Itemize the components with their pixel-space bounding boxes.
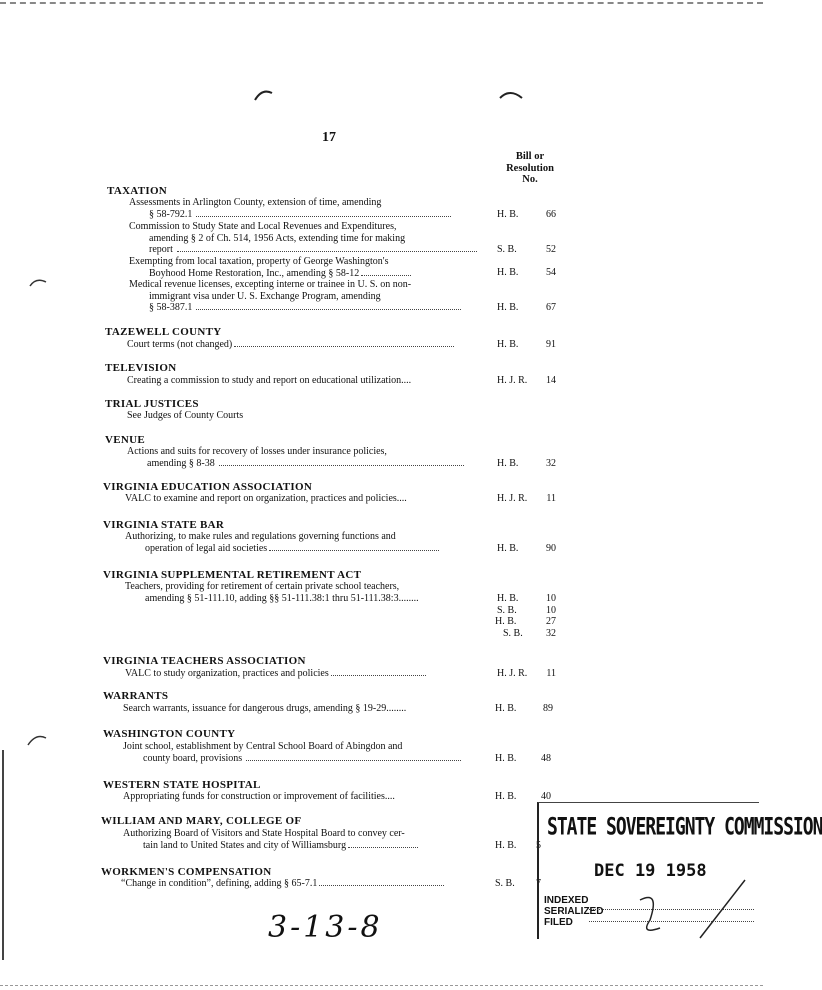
bill-type: H. B. (497, 339, 519, 350)
index-entry (129, 197, 489, 220)
entry-text-cont: § 58-387.1 (129, 302, 489, 314)
bill-number: 90 (546, 543, 556, 554)
bill-number: 67 (546, 302, 556, 313)
handwritten-note: 3-13-8 (268, 910, 383, 945)
entry-text: VALC to study organization, practices and policies (125, 668, 329, 679)
stamp-filed: FILED (544, 917, 573, 928)
section-heading: WILLIAM AND MARY, COLLEGE OF (101, 815, 302, 827)
bill-type: H. B. (495, 753, 517, 764)
bill-type: H. B. (497, 267, 519, 278)
index-entry (129, 221, 489, 256)
column-header-line: Bill or (515, 151, 545, 162)
index-entry: VALC to examine and report on organization, practices and policies.... (125, 493, 407, 504)
entry-text-cont: Boyhood Home Restoration, Inc., amending § 58-12 (129, 268, 489, 280)
entry-text-cont: report (129, 244, 489, 256)
bill-type: H. B. (497, 302, 519, 313)
bill-type: H. B. (495, 840, 517, 851)
bill-type: H. J. R. (497, 668, 528, 679)
entry-text-cont: amending § 2 of Ch. 514, 1956 Acts, extending time for making (149, 232, 406, 244)
entry-text: Authorizing Board of Visitors and State Hospital Board to convey cer- (123, 828, 405, 839)
section-heading: TELEVISION (105, 362, 177, 374)
stamp-line (589, 921, 754, 922)
entry-text-cont: county board, provisions (123, 753, 488, 765)
bill-number: 11 (546, 668, 556, 679)
entry-text-cont: operation of legal aid societies (125, 543, 489, 555)
entry-text: Teachers, providing for retirement of certain private school teachers, (125, 581, 400, 592)
entry-text: Actions and suits for recovery of losses under insurance policies, (127, 446, 387, 457)
index-entry: Creating a commission to study and report on educational utilization.... (127, 375, 412, 386)
bill-number: 40 (541, 791, 551, 802)
entry-text: Authorizing, to make rules and regulations governing functions and (125, 531, 396, 542)
bill-type: H. J. R. (497, 375, 528, 386)
section-heading: WASHINGTON COUNTY (103, 728, 236, 740)
section-heading: WORKMEN'S COMPENSATION (101, 866, 272, 878)
index-entry: Search warrants, issuance for dangerous drugs, amending § 19-29........ (123, 703, 407, 714)
hole-mark (500, 93, 522, 98)
stamp-date: DEC 19 1958 (594, 861, 707, 881)
entry-text: “Change in condition”, defining, adding § 65-7.1 (121, 878, 318, 889)
entry-text: Assessments in Arlington County, extension of time, amending (129, 197, 382, 208)
hole-mark (255, 92, 272, 100)
section-heading: VIRGINIA EDUCATION ASSOCIATION (103, 481, 313, 493)
index-entry (125, 668, 489, 680)
entry-text-cont: amending § 51-111.10, adding §§ 51-111.38:1 thru 51-111.38:3........ (145, 592, 419, 604)
section-heading: TRIAL JUSTICES (105, 398, 199, 410)
column-header (497, 151, 563, 186)
entry-text-cont: tain land to United States and city of Williamsburg (123, 840, 489, 852)
bill-number: 11 (546, 493, 556, 504)
entry-text: Medical revenue licenses, excepting interne or trainee in U. S. on non- (129, 279, 412, 290)
entry-text-cont: amending § 8-38 (127, 458, 489, 470)
index-entry: See Judges of County Courts (127, 410, 244, 421)
bill-type: H. B. (495, 791, 517, 802)
index-entry (123, 828, 489, 851)
stamp-title: STATE SOVEREIGNTY COMMISSION (547, 813, 822, 842)
index-entry (127, 339, 489, 351)
bill-number: 5 (536, 840, 541, 851)
bill-number: 10 (546, 605, 556, 616)
column-header-line: Resolution (506, 162, 554, 174)
entry-text: Joint school, establishment by Central School Board of Abingdon and (123, 741, 403, 752)
section-heading: TAXATION (107, 185, 168, 197)
entry-text: Court terms (not changed) (127, 339, 233, 350)
bill-type: H. B. (497, 209, 519, 220)
bill-number: 54 (546, 267, 556, 278)
section-heading: TAZEWELL COUNTY (105, 326, 222, 338)
margin-mark (30, 280, 46, 286)
index-entry (127, 446, 489, 469)
bill-type: S. B. (503, 628, 523, 639)
section-heading: VIRGINIA TEACHERS ASSOCIATION (103, 655, 306, 667)
bill-type: H. B. (495, 616, 517, 627)
entry-text-cont: immigrant visa under U. S. Exchange Program, amending (149, 290, 381, 302)
entry-text: Commission to Study State and Local Revenues and Expenditures, (129, 221, 397, 232)
index-entry (121, 878, 489, 890)
bill-type: H. J. R. (497, 493, 528, 504)
index-entry (129, 279, 489, 314)
received-stamp (537, 802, 822, 939)
bill-number: 32 (546, 628, 556, 639)
index-entry (125, 531, 489, 554)
section-heading: WARRANTS (103, 690, 169, 702)
bill-number: 91 (546, 339, 556, 350)
bill-type: S. B. (497, 605, 517, 616)
index-entry (129, 256, 489, 279)
column-header-line: No. (522, 174, 538, 185)
bill-type: H. B. (497, 458, 519, 469)
bill-number: 52 (546, 244, 556, 255)
section-heading: VENUE (105, 434, 146, 446)
bill-number: 7 (536, 878, 541, 889)
bill-type: H. B. (497, 593, 519, 604)
page-number: 17 (322, 130, 336, 145)
bill-number: 10 (546, 593, 556, 604)
bill-type: S. B. (497, 244, 517, 255)
index-entry (123, 741, 488, 764)
bill-number: 89 (543, 703, 553, 714)
bill-number: 27 (546, 616, 556, 627)
section-heading: WESTERN STATE HOSPITAL (103, 779, 261, 791)
bill-type: H. B. (495, 703, 517, 714)
bill-type: S. B. (495, 878, 515, 889)
bill-type: H. B. (497, 543, 519, 554)
bill-number: 66 (546, 209, 556, 220)
stamp-line (589, 909, 754, 910)
margin-mark (28, 737, 46, 745)
bill-number: 14 (546, 375, 556, 386)
section-heading: VIRGINIA STATE BAR (103, 519, 225, 531)
section-heading: VIRGINIA SUPPLEMENTAL RETIREMENT ACT (103, 569, 362, 581)
entry-text: Exempting from local taxation, property of George Washington's (129, 256, 389, 267)
index-entry: Appropriating funds for construction or improvement of facilities.... (123, 791, 395, 802)
stamp-indexed: INDEXED (544, 895, 589, 906)
bill-number: 32 (546, 458, 556, 469)
index-entry (125, 581, 489, 604)
bill-number: 48 (541, 753, 551, 764)
stamp-serialized: SERIALIZED (544, 906, 604, 917)
entry-text-cont: § 58-792.1 (129, 209, 489, 221)
